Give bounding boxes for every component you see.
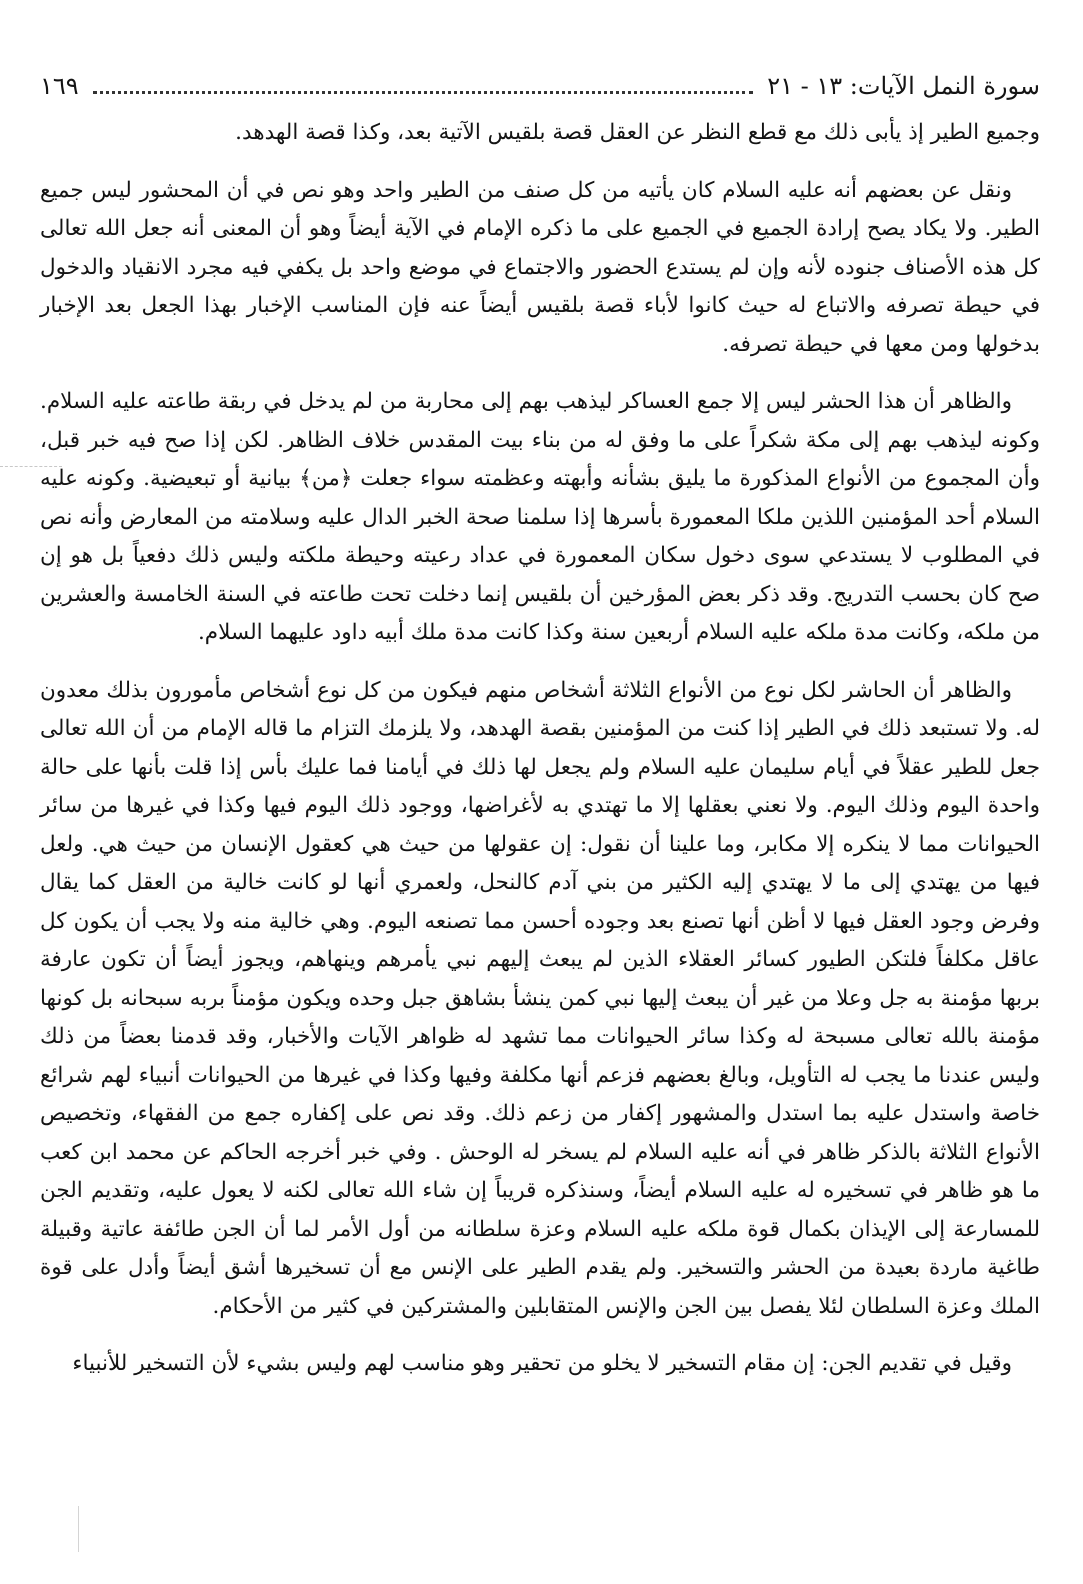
paragraph-1: وجميع الطير إذ يأبى ذلك مع قطع النظر عن العقل قصة بلقيس الآتية بعد، وكذا قصة الهدهد.	[235, 120, 1040, 145]
paragraph-4: والظاهر أن الحاشر لكل نوع من الأنواع الثلاثة أشخاص منهم فيكون من كل نوع أشخاص مأمورون بذلك معدون له. ولا تستبعد ذلك في الطير إذا كنت من المؤمنين بقصة الهدهد، ولا يلزمك التزام ما قاله الإمام من أن الله تعالى جعل للطير عقلاً في أيام سليمان عليه السلام ولم يجعل لها ذلك في أيامنا فما عليك بأس إذا قلت بأنها على حالة واحدة اليوم وذلك اليوم. ولا نعني بعقلها إلا ما تهتدي به لأغراضها، ووجود ذلك اليوم فيها وكذا في غيرها من سائر الحيوانات مما لا ينكره إلا مكابر، وما علينا أن نقول: إن عقولها من حيث هي كعقول الإنسان من حيث هي. ولعل فيها من يهتدي إلى ما لا يهتدي إليه الكثير من بني آدم كالنحل، ولعمري أنها لو كانت خالية من العقل كما يقال وفرض وجود العقل فيها لا أظن أنها تصنع بعد وجوده أحسن مما تصنعه اليوم. وهي خالية منه ولا يجب أن يكون كل عاقل مكلفاً فلتكن الطيور كسائر العقلاء الذين لم يبعث إليهم نبي يأمرهم وينهاهم، ويجوز أيضاً أن تكون عارفة بربها مؤمنة به جل وعلا من غير أن يبعث إليها نبي كمن ينشأ بشاهق جبل وحده ويكون مؤمناً بربه سبحانه بل كونها مؤمنة بالله تعالى مسبحة له وكذا سائر الحيوانات مما تشهد له ظواهر الآيات والأخبار، وقد قدمنا بعضاً من ذلك وليس عندنا ما يجب له التأويل، وبالغ بعضهم فزعم أنها مكلفة وفيها وكذا في غيرها من الحيوانات أنبياء لهم شرائع خاصة واستدل عليه بما استدل والمشهور إكفار من زعم ذلك. وقد نص على إكفاره جمع من الفقهاء، وتخصيص الأنواع الثلاثة بالذكر ظاهر في أنه عليه السلام لم يسخر له الوحش . وفي خبر أخرجه الحاكم عن محمد ابن كعب ما هو ظاهر في تسخيره له عليه السلام أيضاً، وسنذكره قريباً إن شاء الله تعالى لكنه لا يعول عليه، وتقديم الجن للمسارعة إلى الإيذان بكمال قوة ملكه عليه السلام وعزة سلطانه من أول الأمر لما أن الجن طائفة عاتية وقبيلة طاغية ماردة بعيدة من الحشر والتسخير. ولم يقدم الطير على الإنس مع أن تسخيرها أشق أيضاً وأدل على قوة الملك وعزة السلطان لئلا يفصل بين الجن والإنس المتقابلين والمشتركين في كثير من الأحكام.	[40, 677, 1040, 1319]
page	[40, 70, 1040, 1384]
paragraph-3: والظاهر أن هذا الحشر ليس إلا جمع العساكر ليذهب بهم إلى محاربة من لم يدخل في ربقة طاعته عليه السلام. وكونه ليذهب بهم إلى مكة شكراً على ما وفق له من بناء بيت المقدس خلاف الظاهر. لكن إذا صح فيه خبر قبل، وأن المجموع من الأنواع المذكورة ما يليق بشأنه وأبهته وعظمته سواء جعلت ﴿من﴾ بيانية أو تبعيضية. وكونه عليه السلام أحد المؤمنين اللذين ملكا المعمورة بأسرها إذا سلمنا صحة الخبر الدال عليه وسلامته من المعارض وأنه نص في المطلوب لا يستدعي سوى دخول سكان المعمورة في عداد رعيته وحيطة ملكته وليس ذلك دفعياً بل هو إن صح كان بحسب التدريج. وقد ذكر بعض المؤرخين أن بلقيس إنما دخلت تحت طاعته في السنة الخامسة والعشرين من ملكه، وكانت مدة ملكه عليه السلام أربعين سنة وكذا كانت مدة ملك أبيه داود عليهما السلام.	[40, 389, 1040, 645]
paragraph-5: وقيل في تقديم الجن: إن مقام التسخير لا يخلو من تحقير وهو مناسب لهم وليس بشيء لأن التسخير للأنبياء	[72, 1351, 1012, 1376]
footer-scan-mark	[78, 1506, 79, 1552]
paragraph-2: ونقل عن بعضهم أنه عليه السلام كان يأتيه من كل صنف من الطير واحد وهو نص في أن المحشور ليس جميع الطير. ولا يكاد يصح إرادة الجميع في الجميع على ما ذكره الإمام في الآية أيضاً وهو أن المعنى أنه جعل الله تعالى كل هذه الأصناف جنوده لأنه وإن لم يستدع الحضور والاجتماع في موضع واحد بل يكفي فيه مجرد الانقياد والدخول في حيطة تصرفه والاتباع له حيث كانوا لأباء قصة بلقيس أيضاً عنه فإن المناسب الإخبار بهذا الجعل بعد الإخبار بدخولها ومن معها في حيطة تصرفه.	[40, 177, 1040, 357]
running-header-title: سورة النمل الآيات: ١٣ - ٢١	[767, 72, 1040, 100]
dot-leader	[93, 91, 754, 94]
page-number: ١٦٩	[40, 72, 79, 100]
running-header	[40, 70, 1040, 114]
margin-scan-mark	[0, 466, 62, 467]
